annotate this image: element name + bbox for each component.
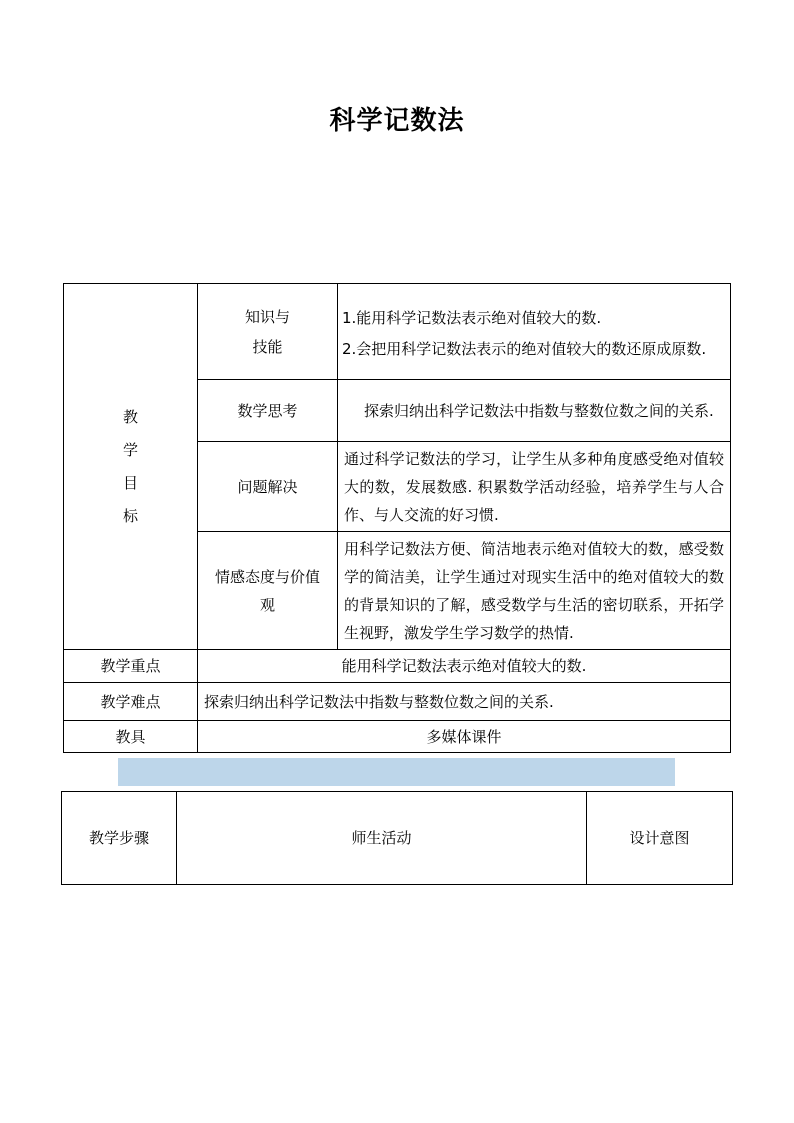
problem-solving-label: 问题解决	[198, 442, 338, 532]
page-title: 科学记数法	[329, 106, 465, 136]
key-point-content: 能用科学记数法表示绝对值较大的数.	[198, 650, 731, 683]
math-thinking-label: 数学思考	[198, 380, 338, 442]
section-divider-bar	[118, 758, 675, 786]
goals-header-char: 标	[122, 506, 138, 525]
teaching-steps-table	[61, 791, 733, 885]
knowledge-label-line2: 技能	[252, 337, 283, 356]
attitude-label-line2: 观	[259, 595, 275, 614]
attitude-content: 用科学记数法方便、简洁地表示绝对值较大的数，感受数学的简洁美，让学生通过对现实生活中的绝对值较大的数的背景知识的了解，感受数学与生活的密切联系，开拓学生视野，激发学生学习数学的热情.	[338, 532, 731, 650]
teaching-goals-table	[63, 283, 731, 753]
difficulty-label: 教学难点	[64, 683, 198, 721]
tools-content: 多媒体课件	[198, 721, 731, 753]
teaching-goals-header	[64, 284, 198, 650]
steps-header-intent: 设计意图	[587, 792, 733, 885]
knowledge-label-line1: 知识与	[244, 307, 290, 326]
key-point-label: 教学重点	[64, 650, 198, 683]
knowledge-content	[338, 284, 731, 380]
steps-header-activity: 师生活动	[177, 792, 587, 885]
steps-header-step: 教学步骤	[62, 792, 177, 885]
knowledge-label	[198, 284, 338, 380]
problem-solving-content: 通过科学记数法的学习，让学生从多种角度感受绝对值较大的数，发展数感. 积累数学活动经验，培养学生与人合作、与人交流的好习惯.	[338, 442, 731, 532]
knowledge-goal-1: 1.能用科学记数法表示绝对值较大的数.	[342, 308, 602, 327]
goals-header-char: 教	[122, 407, 138, 426]
tools-label: 教具	[64, 721, 198, 753]
attitude-label	[198, 532, 338, 650]
knowledge-goal-2: 2.会把用科学记数法表示的绝对值较大的数还原成原数.	[342, 339, 707, 358]
goals-header-char: 目	[122, 473, 138, 492]
math-thinking-content: 探索归纳出科学记数法中指数与整数位数之间的关系.	[338, 380, 731, 442]
attitude-label-line1: 情感态度与价值	[214, 567, 320, 586]
goals-header-char: 学	[122, 440, 138, 459]
difficulty-content: 探索归纳出科学记数法中指数与整数位数之间的关系.	[198, 683, 731, 721]
